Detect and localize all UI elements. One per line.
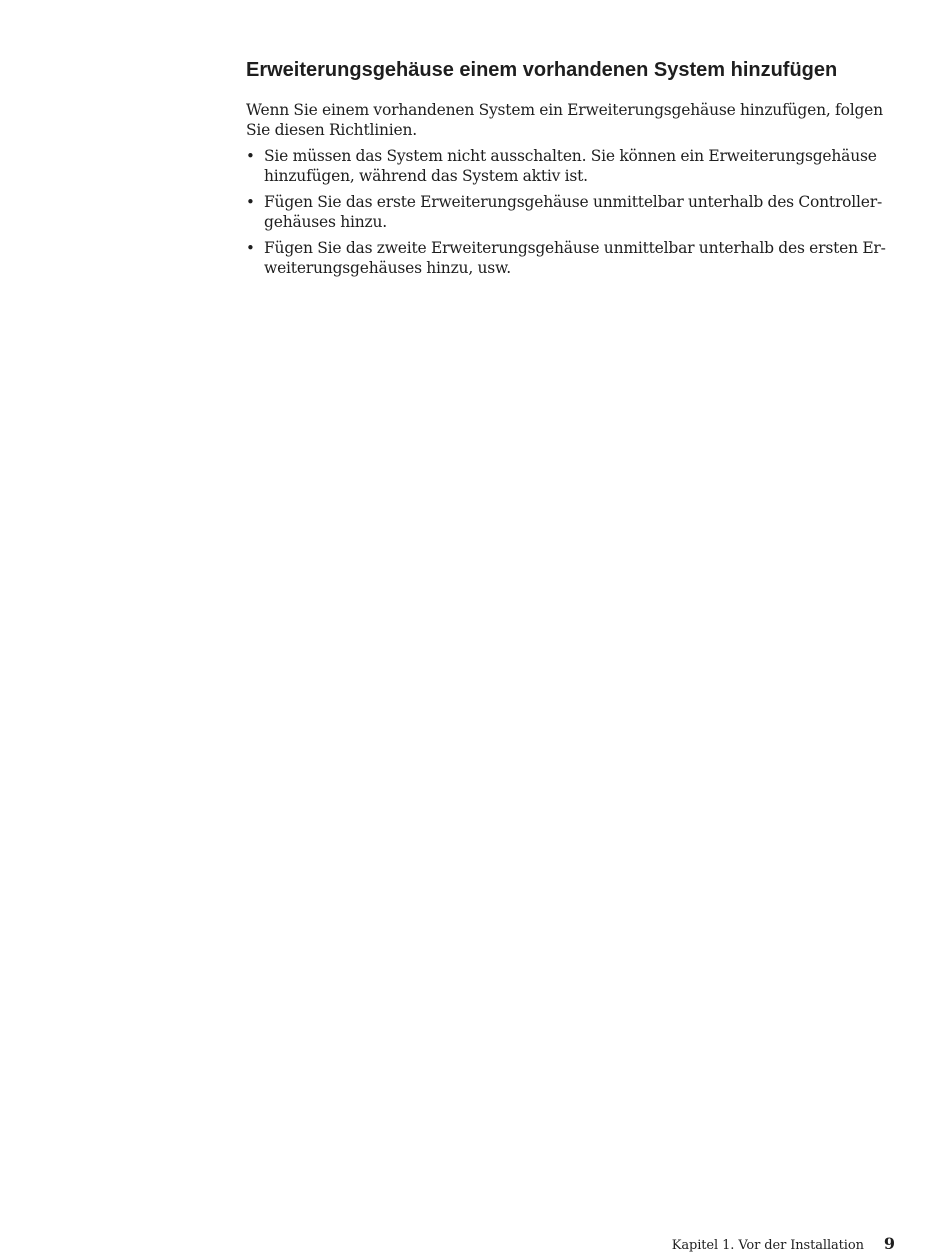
intro-line: Sie diesen Richtlinien. bbox=[246, 121, 418, 139]
chapter-title: Kapitel 1. Vor der Installation bbox=[671, 1238, 864, 1253]
list-item-line: weiterungsgehäuses hinzu, usw. bbox=[264, 259, 511, 277]
page-number: 9 bbox=[883, 1234, 895, 1253]
section-heading: Erweiterungsgehäuse einem vorhandenen System hinzufügen bbox=[246, 59, 838, 81]
list-item-line: Sie müssen das System nicht ausschalten. Sie können ein Erweiterungsgehäuse bbox=[264, 147, 877, 165]
list-item bbox=[246, 146, 894, 186]
list-item-line: Fügen Sie das zweite Erweiterungsgehäuse unmittelbar unterhalb des ersten Er- bbox=[264, 239, 886, 257]
page-footer bbox=[672, 1234, 895, 1253]
intro-paragraph bbox=[246, 100, 894, 140]
bullet-icon: • bbox=[246, 147, 255, 165]
guideline-list bbox=[246, 146, 894, 278]
list-item-line: hinzufügen, während das System aktiv ist. bbox=[264, 167, 588, 185]
list-item-line: gehäuses hinzu. bbox=[264, 213, 388, 231]
list-item bbox=[246, 238, 894, 278]
bullet-icon: • bbox=[246, 193, 255, 211]
page-content bbox=[246, 56, 894, 284]
list-item-line: Fügen Sie das erste Erweiterungsgehäuse unmittelbar unterhalb des Controller- bbox=[264, 193, 883, 211]
intro-line: Wenn Sie einem vorhandenen System ein Erweiterungsgehäuse hinzufügen, folgen bbox=[246, 101, 883, 119]
bullet-icon: • bbox=[246, 239, 255, 257]
list-item bbox=[246, 192, 894, 232]
